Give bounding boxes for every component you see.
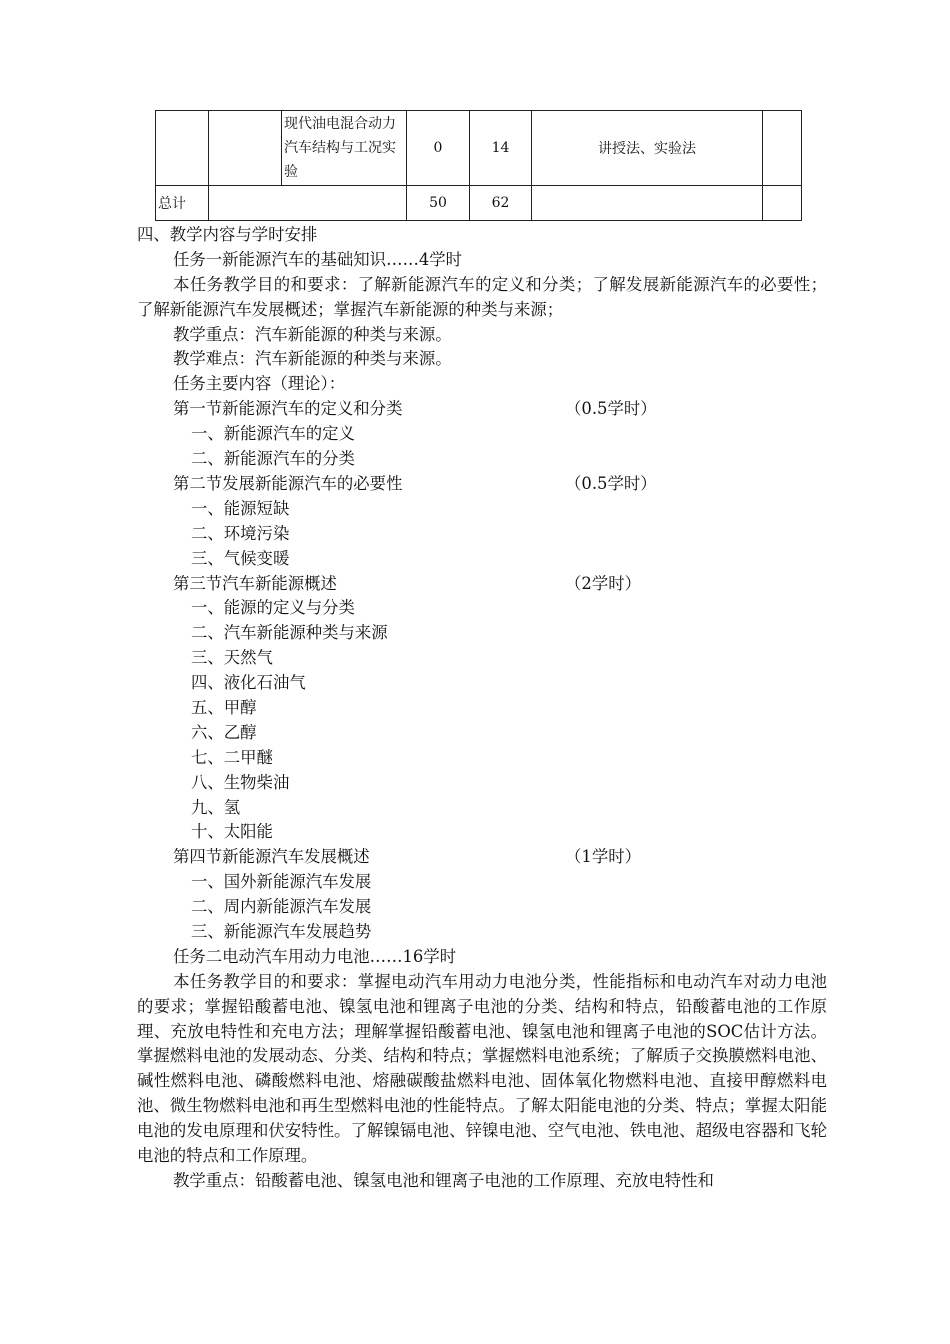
- list-item: 六、乙醇: [191, 722, 257, 742]
- task1-goal: 本任务教学目的和要求：了解新能源汽车的定义和分类；了解发展新能源汽车的必要性；了解新能源汽车发展概述；掌握汽车新能源的种类与来源；: [137, 274, 827, 319]
- task1-title: 任务一新能源汽车的基础知识……4学时: [173, 249, 463, 269]
- list-item: 五、甲醇: [191, 697, 257, 717]
- section-title: 第三节汽车新能源概述: [173, 573, 337, 593]
- total-theory-cell: 50: [407, 186, 470, 221]
- list-item: 一、新能源汽车的定义: [191, 424, 355, 444]
- list-item: 四、液化石油气: [191, 673, 306, 693]
- total-practice-cell: 62: [470, 186, 532, 221]
- section-title-row: [137, 397, 827, 422]
- task2-key-point: 教学重点：铅酸蓄电池、镍氢电池和锂离子电池的工作原理、充放电特性和: [173, 1171, 714, 1190]
- list-item: 七、二甲醚: [191, 747, 273, 767]
- section-hours: （0.5学时）: [565, 399, 657, 419]
- section-title: 第二节发展新能源汽车的必要性: [173, 473, 403, 493]
- list-item: 一、能源短缺: [191, 498, 290, 518]
- teaching-method-cell: 讲授法、实验法: [532, 111, 763, 186]
- list-item: 一、国外新能源汽车发展: [191, 872, 372, 892]
- course-hours-table: [155, 110, 802, 221]
- task1-difficulty: 教学难点：汽车新能源的种类与来源。: [173, 349, 452, 369]
- table-row: [156, 111, 802, 186]
- list-item: 三、新能源汽车发展趋势: [191, 921, 372, 941]
- list-item: 八、生物柴油: [191, 772, 290, 792]
- note-cell: [763, 111, 802, 186]
- section-hours: （0.5学时）: [565, 473, 657, 493]
- task2-goal: 本任务教学目的和要求：掌握电动汽车用动力电池分类，性能指标和电动汽车对动力电池的要求；掌握铅酸蓄电池、镍氢电池和锂离子电池的分类、结构和特点，铅酸蓄电池的工作原理、充放电特性和充电方法；理解掌握铅酸蓄电池、镍氢电池和锂离子电池的SOC估计方法。掌握燃料电池的发展动态、分类、结构和特点；掌握燃料电池系统；了解质子交换膜燃料电池、碱性燃料电池、磷酸燃料电池、熔融碳酸盐燃料电池、固体氧化物燃料电池、直接甲醇燃料电池、微生物燃料电池和再生型燃料电池的性能特点。了解太阳能电池的分类、特点；掌握太阳能电池的发电原理和伏安特性。了解镍镉电池、锌镍电池、空气电池、铁电池、超级电容器和飞轮电池的特点和工作原理。: [137, 971, 827, 1166]
- section-heading: 四、教学内容与学时安排: [137, 225, 318, 244]
- total-label-cell: 总计: [156, 186, 209, 221]
- task1-main-content: 任务主要内容（理论）：: [173, 374, 346, 394]
- list-item: 九、氢: [191, 797, 241, 817]
- list-item: 二、新能源汽车的分类: [191, 449, 355, 469]
- table-cell: [763, 186, 802, 221]
- list-item: 二、环境污染: [191, 523, 290, 543]
- practice-hours-cell: 14: [470, 111, 532, 186]
- table-row-total: [156, 186, 802, 221]
- list-item: 三、天然气: [191, 648, 273, 668]
- table-cell: [532, 186, 763, 221]
- list-item: 十、太阳能: [191, 822, 273, 842]
- list-item: 三、气候变暖: [191, 548, 290, 568]
- section-hours: （2学时）: [565, 573, 641, 593]
- section-hours: （1学时）: [565, 847, 641, 867]
- theory-hours-cell: 0: [407, 111, 470, 186]
- table-cell: [209, 111, 282, 186]
- list-item: 二、汽车新能源种类与来源: [191, 623, 388, 643]
- list-item: 一、能源的定义与分类: [191, 598, 355, 618]
- table-cell: [156, 111, 209, 186]
- section-title: 第一节新能源汽车的定义和分类: [173, 399, 403, 419]
- section-title-row: [137, 572, 827, 597]
- table-cell: [209, 186, 407, 221]
- course-name-cell: 现代油电混合动力汽车结构与工况实验: [282, 111, 407, 186]
- section-title-row: [137, 845, 827, 870]
- section-title: 第四节新能源汽车发展概述: [173, 847, 370, 867]
- section-title-row: [137, 472, 827, 497]
- document-body: [137, 223, 827, 1194]
- task1-key-point: 教学重点：汽车新能源的种类与来源。: [173, 324, 452, 344]
- task2-title: 任务二电动汽车用动力电池……16学时: [173, 946, 457, 966]
- list-item: 二、周内新能源汽车发展: [191, 897, 372, 917]
